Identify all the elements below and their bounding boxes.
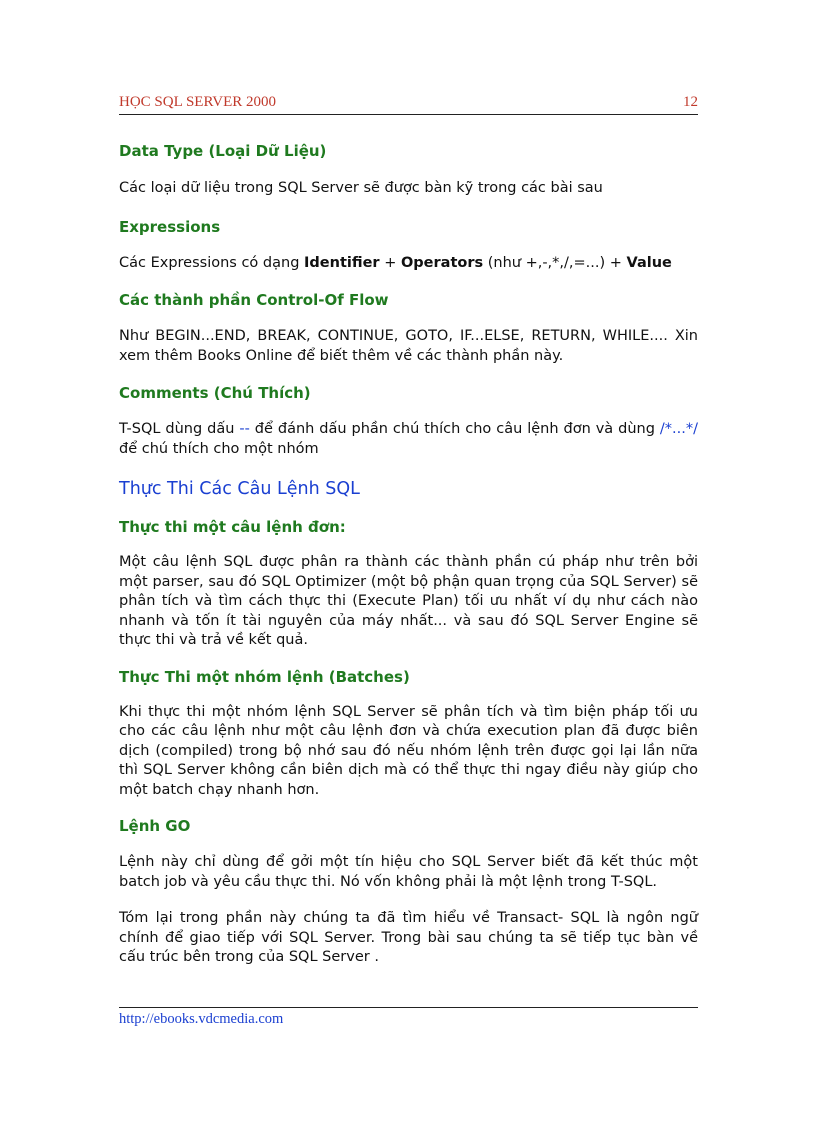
- summary-text: Tóm lại trong phần này chúng ta đã tìm hiểu về Transact- SQL là ngôn ngữ chính để giao tiếp với SQL Server. Trong bài sau chúng ta sẽ tiếp tục bàn về cấu trúc bên trong của SQL Server .: [119, 910, 698, 965]
- expr-value: Value: [626, 254, 672, 271]
- page-header: [119, 92, 698, 115]
- comment-dash-symbol: --: [239, 421, 250, 437]
- control-flow-text: Như BEGIN...END, BREAK, CONTINUE, GOTO, IF...ELSE, RETURN, WHILE.... Xin xem thêm Books Online để biết thêm về các thành phần này.: [119, 328, 698, 364]
- page-content: [119, 140, 698, 968]
- data-type-text: Các loại dữ liệu trong SQL Server sẽ được bàn kỹ trong các bài sau: [119, 180, 603, 196]
- comments-text: [119, 420, 698, 459]
- comments-text-a: T-SQL dùng dấu: [119, 421, 240, 437]
- heading-comments: Comments (Chú Thích): [119, 384, 311, 402]
- page-number: 12: [683, 94, 698, 110]
- expressions-text: [119, 254, 698, 274]
- batches-text: Khi thực thi một nhóm lệnh SQL Server sẽ phân tích và tìm biện pháp tối ưu cho các câu lệnh như một câu lệnh đơn và chứa execution plan đã được biên dịch (compiled) trong bộ nhớ sau đó nếu nhóm lệnh trên được gọi lại lần nữa thì SQL Server không cần biên dịch mà có thể thực thi ngay điều này giúp cho một batch chạy nhanh hơn.: [119, 703, 698, 798]
- heading-go: Lệnh GO: [119, 817, 191, 835]
- expr-prefix: Các Expressions có dạng: [119, 254, 305, 271]
- comment-block-symbol: /*...*/: [659, 421, 698, 437]
- heading-expressions: Expressions: [119, 217, 221, 236]
- footer-divider: [119, 1007, 698, 1008]
- header-title: HỌC SQL SERVER 2000: [119, 94, 277, 110]
- single-statement-text: Một câu lệnh SQL được phân ra thành các thành phần cú pháp như trên bởi một parser, sau đó SQL Optimizer (một bộ phận quan trọng của SQL Server) sẽ phân tích và tìm cách thực thi (Execute Plan) tối ưu nhất ví dụ như cách nào nhanh và tốn ít tài nguyên của máy nhất... và sau đó SQL Server Engine sẽ thực thi và trả về kết quả.: [119, 554, 698, 648]
- heading-batches: Thực Thi một nhóm lệnh (Batches): [119, 667, 410, 686]
- comments-text-b: để đánh dấu phần chú thích cho câu lệnh đơn và dùng: [249, 421, 660, 437]
- footer-link[interactable]: http://ebooks.vdcmedia.com: [119, 1011, 284, 1027]
- expr-middle: (như +,-,*,/,=...) +: [483, 254, 627, 271]
- expr-operators: Operators: [400, 254, 484, 271]
- heading-single-statement: Thực thi một câu lệnh đơn:: [119, 518, 346, 536]
- expr-plus: +: [379, 254, 401, 271]
- go-text: Lệnh này chỉ dùng để gởi một tín hiệu cho SQL Server biết đã kết thúc một batch job và yêu cầu thực thi. Nó vốn không phải là một lệnh trong T-SQL.: [119, 854, 698, 890]
- comments-text-c: để chú thích cho một nhóm: [119, 440, 319, 457]
- expr-identifier: Identifier: [304, 254, 380, 271]
- heading-data-type: Data Type (Loại Dữ Liệu): [119, 142, 327, 160]
- heading-control-flow: Các thành phần Control-Of Flow: [119, 291, 389, 309]
- heading-execute-sql: Thực Thi Các Câu Lệnh SQL: [119, 479, 360, 499]
